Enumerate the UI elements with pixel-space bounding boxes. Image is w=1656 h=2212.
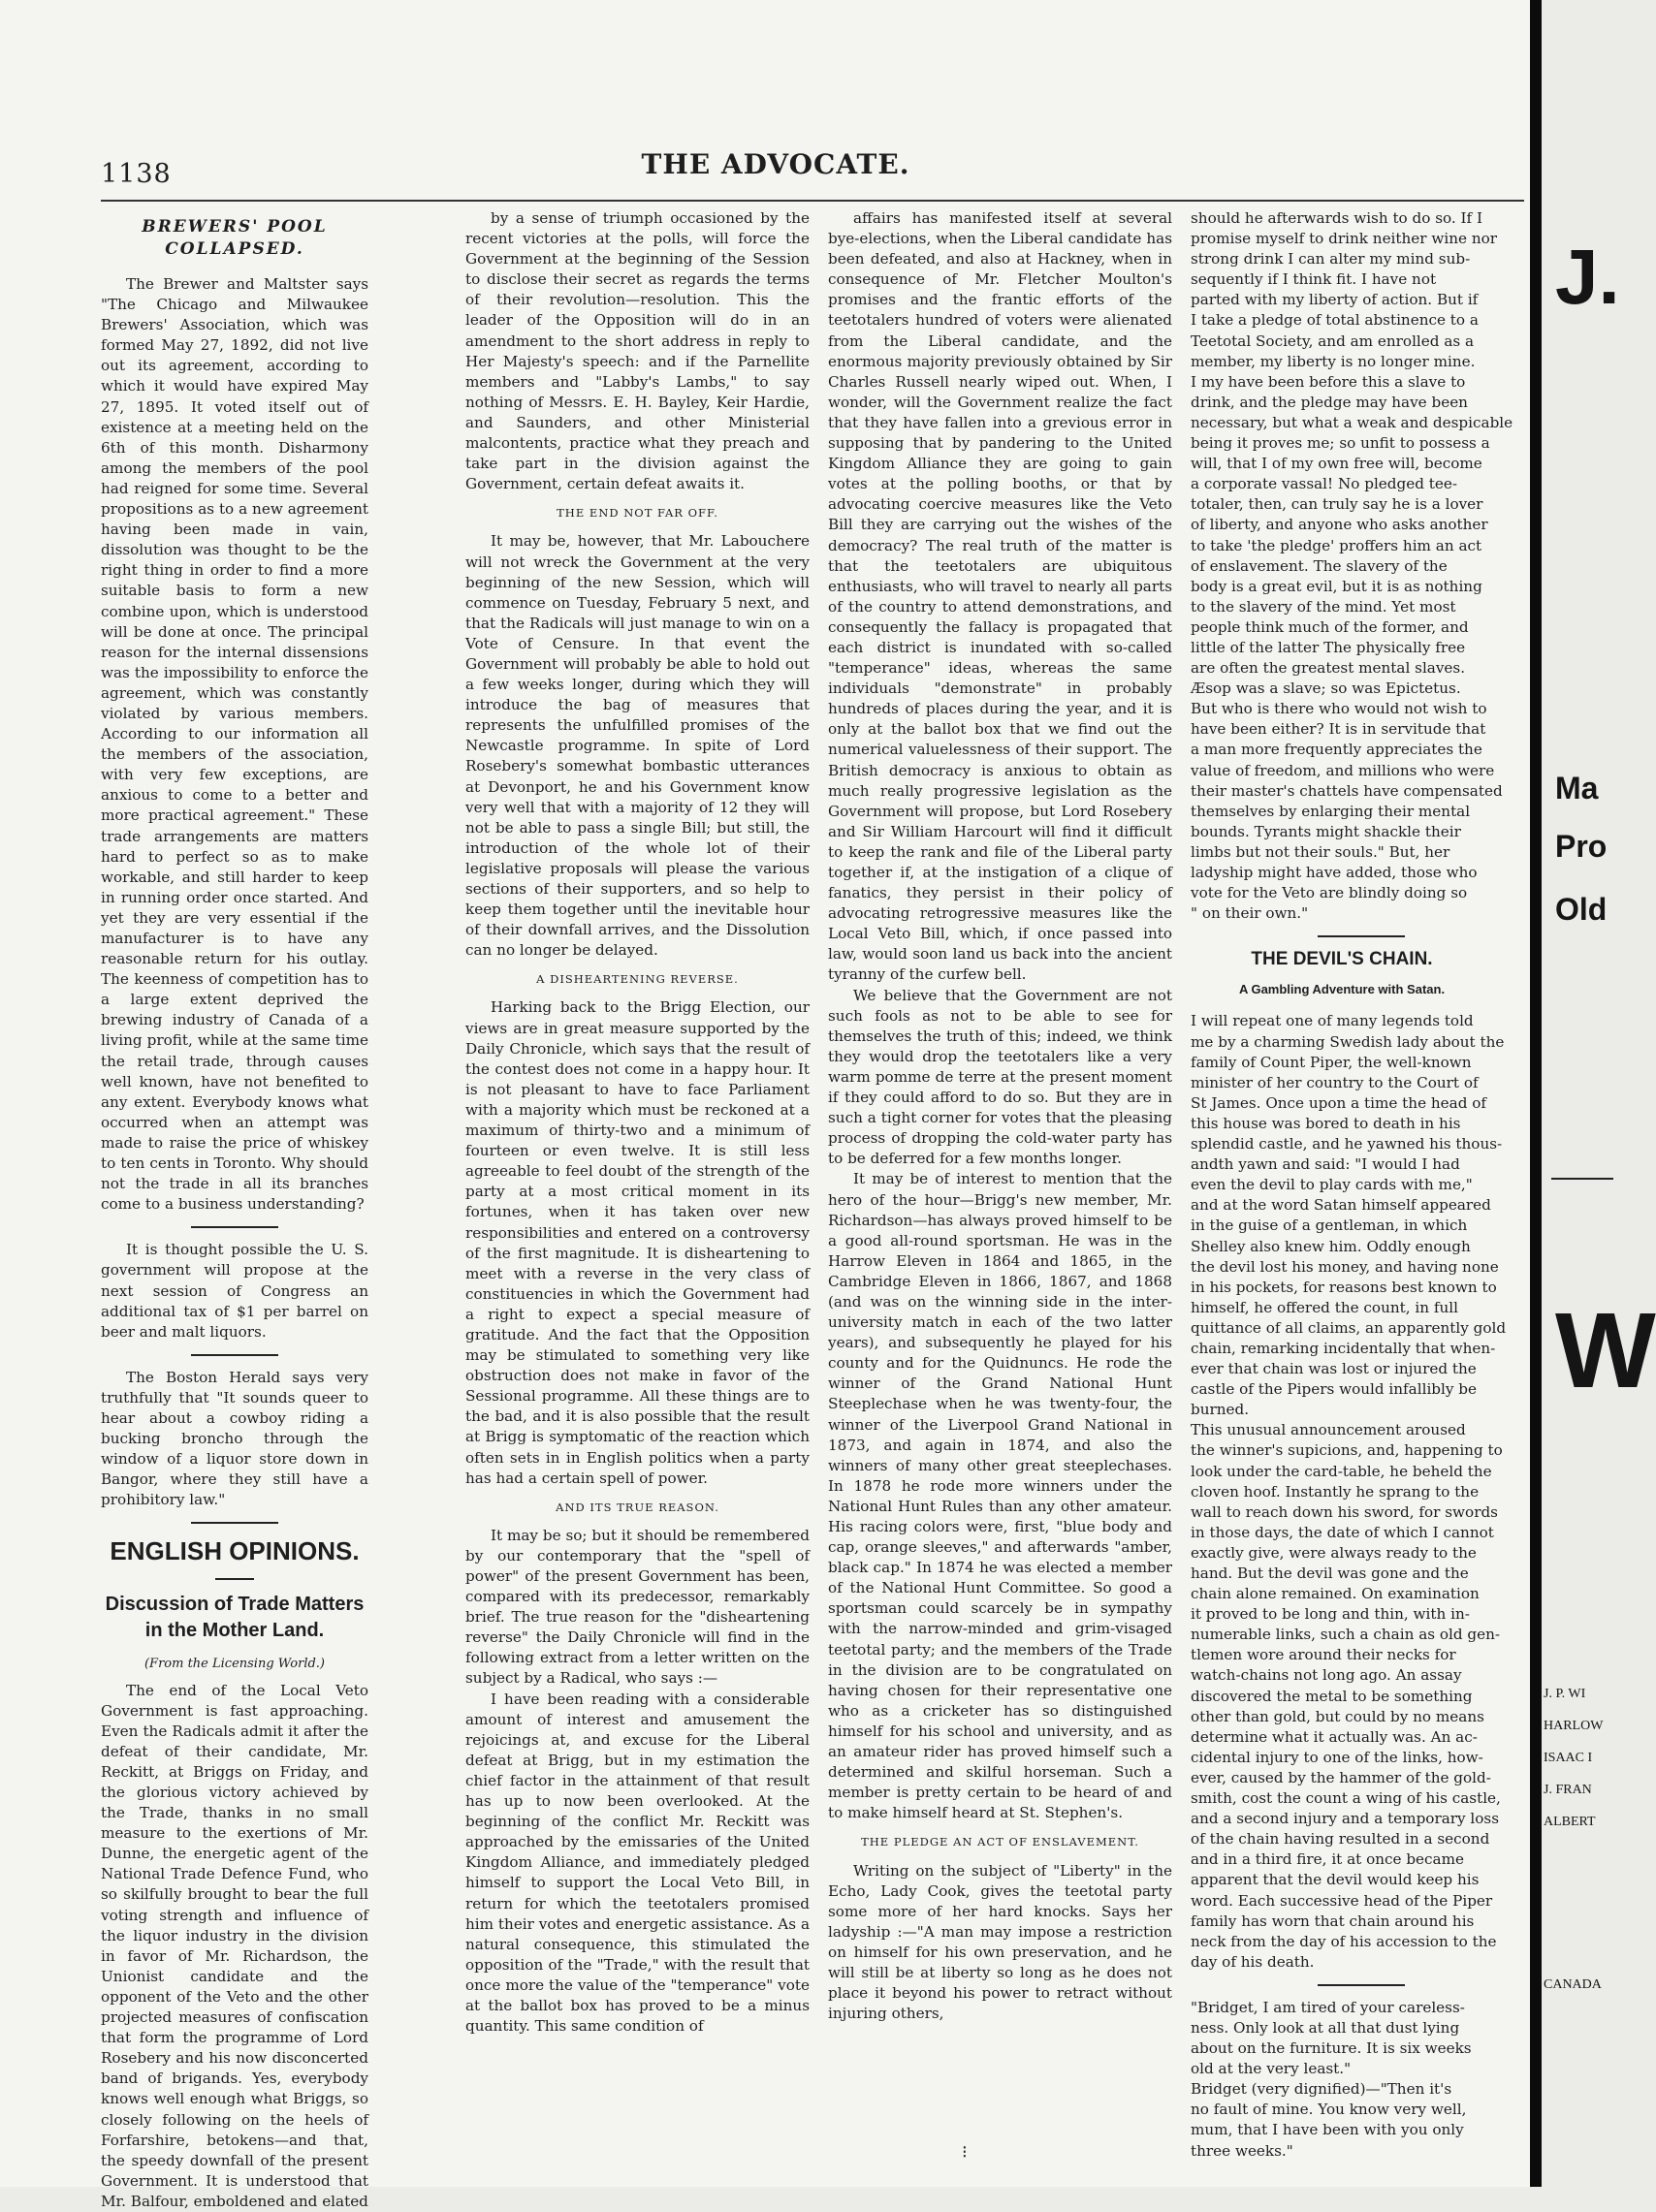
text-line: necessary, but what a weak and despicable xyxy=(1191,413,1513,431)
text-line: parted with my liberty of action. But if xyxy=(1191,291,1479,309)
text-line: this house was bored to death in his xyxy=(1191,1114,1461,1132)
text-line: ladyship might have added, those who xyxy=(1191,864,1478,881)
text-line: " on their own." xyxy=(1191,904,1309,923)
text-line: old at the very least." xyxy=(1191,2060,1352,2078)
text-line: neck from the day of his accession to the xyxy=(1191,1932,1497,1950)
text-line: I will repeat one of many legends told xyxy=(1191,1012,1474,1030)
article-paragraph: Writing on the subject of "Liberty" in the Echo, Lady Cook, gives the teetotal party some more of her hard knocks. Says her ladyship :—"A man may impose a restriction on himself for his own preservation, and he will still be at liberty so long as he does not place it beyond his power to retract without injuring others, xyxy=(828,1861,1172,2023)
article-paragraph: by a sense of triumph occasioned by the recent victories at the polls, will force the Government at the beginning of the Session to disclose their secret as regards the terms of their revolution—resolution. This the leader of the Opposition will do in an amendment to the short address in reply to Her Majesty's speech: and if the Parnellite members and "Labby's Lambs," to say nothing of Messrs. E. H. Bayley, Keir Hardie, and Saunders, and other Ministerial malcontents, practice what they preach and take part in the division against the Government, certain defeat awaits it. xyxy=(465,209,810,493)
text-line: himself, he offered the count, in full xyxy=(1191,1298,1458,1316)
text-line: discovered the metal to be something xyxy=(1191,1687,1473,1705)
text-line: strong drink I can alter my mind sub- xyxy=(1191,250,1471,269)
text-line: even the devil to play cards with me," xyxy=(1191,1176,1473,1194)
article-paragraph: It may be, however, that Mr. Labouchere will not wreck the Government at the very beginning of the new Session, which will commence on Tuesday, February 5 next, and that the Radicals will just manage to win on a Vote of Censure. In that event the Government will probably be able to hold out a few weeks longer, during which they will introduce the bag of measures that represents the unfulfilled promises of the Newcastle programme. In spite of Lord Rosebery's somewhat bombastic utterances at Devonport, he and his Government know very well that with a majority of 12 they will not be able to pass a single Bill; but still, the introduction of the whole lot of their legislative proposals will please the various sections of their supporters, and so help to keep them together until the inevitable hour of their downfall arrives, and the Dissolution can no longer be delayed. xyxy=(465,532,810,960)
column-1 xyxy=(101,208,368,2210)
separator xyxy=(1318,935,1405,937)
text-line: in the guise of a gentleman, in which xyxy=(1191,1217,1468,1235)
column-4-text-c xyxy=(1191,1998,1532,2162)
text-line: to the slavery of the mind. Yet most xyxy=(1191,597,1456,616)
text-line: Teetotal Society, and am enrolled as a xyxy=(1191,332,1475,350)
text-line: andth yawn and said: "I would I had xyxy=(1191,1155,1460,1174)
text-line: in his pockets, for reasons best known to xyxy=(1191,1278,1497,1296)
adjacent-name: J. P. WI xyxy=(1544,1687,1586,1701)
text-line: St James. Once upon a time the head of xyxy=(1191,1093,1487,1112)
text-line: sequently if I think fit. I have not xyxy=(1191,270,1437,289)
adjacent-large-letter: W xyxy=(1555,1291,1656,1410)
text-line: minister of her country to the Court of xyxy=(1191,1073,1479,1091)
adjacent-name: J. FRAN xyxy=(1544,1783,1592,1797)
text-line: themselves by enlarging their mental xyxy=(1191,802,1471,820)
article-paragraph: affairs has manifested itself at several bye-elections, when the Liberal candidate has been defeated, and also at Hackney, when in consequence of Mr. Fletcher Moulton's promises and the frantic efforts of the teetotalers hundred of voters were alienated from the Liberal candidate, and the enormous majority previously obtained by Sir Charles Russell nearly wiped out. When, I wonder, will the Government realize the fact that they have fallen into a grevious error in supposing that by pandering to the United Kingdom Alliance they are going to gain votes at the polling booths, or that by advocating coercive measures like the Veto Bill they are carrying out the wishes of the democracy? The real truth of the matter is that the teetotalers are ubiquitous enthusiasts, who will travel to nearly all parts of the country to attend demonstrations, and consequently the fallacy is propagated that each district is inundated with so-called "temperance" ideas, whereas the same individuals "demonstrate" in probably hundreds of places during the year, and it is only at the ballot box that we find out the numerical valuelessness of their support. The British democracy is anxious to obtain as much really progressive legislation as the Government will propose, but Lord Rosebery and Sir William Harcourt will find it difficult to keep the rank and file of the Liberal party together if, at the instigation of a clique of fanatics, they persist in their policy of advocating retrogressive measures like the Local Veto Bill, which, if once passed into law, would soon land us back into the ancient tyranny of the curfew bell. xyxy=(828,209,1172,984)
text-line: three weeks." xyxy=(1191,2141,1293,2160)
separator xyxy=(191,1354,278,1356)
text-line: apparent that the devil would keep his xyxy=(1191,1871,1480,1889)
text-line: family has worn that chain around his xyxy=(1191,1912,1475,1930)
text-line: ever, caused by the hammer of the gold- xyxy=(1191,1768,1491,1786)
headline-devils-chain: THE DEVIL'S CHAIN. xyxy=(1251,949,1433,970)
text-line: vote for the Veto are blindly doing so xyxy=(1191,884,1468,902)
text-line: cloven hoof. Instantly he sprang to the xyxy=(1191,1482,1480,1501)
text-line: Æsop was a slave; so was Epictetus. xyxy=(1191,679,1461,698)
text-line: other than gold, but could by no means xyxy=(1191,1707,1484,1725)
text-line: chain, remarking incidentally that when- xyxy=(1191,1339,1496,1357)
text-line: value of freedom, and millions who were xyxy=(1191,761,1495,779)
text-line: exactly give, were always ready to the xyxy=(1191,1543,1477,1562)
adjacent-footer: CANADA xyxy=(1544,1977,1602,1992)
text-line: Shelley also knew him. Oddly enough xyxy=(1191,1237,1471,1255)
text-line: ever that chain was lost or injured the xyxy=(1191,1360,1477,1378)
column-4 xyxy=(1191,208,1532,2160)
article-paragraph: It may be so; but it should be remembered by our contemporary that the "spell of power" of the present Government has been, compared with its predecessor, remarkably brief. The true reason for the "disheartening reverse" the Daily Chronicle will find in the following extract from a letter written on the subject by a Radical, who says :— xyxy=(465,1526,810,1688)
article-paragraph: I have been reading with a considerable amount of interest and amusement the rejoicings at, and excuse for the Liberal defeat at Brigg, but in my estimation the chief factor in the attainment of that result has up to now been overlooked. At the beginning of the conflict Mr. Reckitt was approached by the emissaries of the United Kingdom Alliance, and immediately pledged himself to support the Local Veto Bill, in return for which the teetotalers promised him their votes and energetic assistance. As a natural consequence, this stimulated the opposition of the "Trade," with the result that once more the value of the "temperance" vote at the ballot box has proved to be a minus quantity. This same condition of xyxy=(465,1690,810,2036)
text-line: I take a pledge of total abstinence to a xyxy=(1191,311,1479,330)
text-line: chain alone remained. On examination xyxy=(1191,1585,1480,1603)
text-line: and in a third fire, it at once became xyxy=(1191,1850,1464,1869)
text-line: look under the card-table, he beheld the xyxy=(1191,1462,1492,1480)
text-line: bounds. Tyrants might shackle their xyxy=(1191,822,1461,840)
subheadline-gambling-adventure: A Gambling Adventure with Satan. xyxy=(1238,982,1446,997)
article-heading-brewers-pool: BREWERS' POOL COLLAPSED. xyxy=(142,217,328,259)
text-line: watch-chains not long ago. An assay xyxy=(1191,1666,1462,1685)
text-line: the winner's supicions, and, happening to xyxy=(1191,1441,1503,1460)
article-paragraph: It is thought possible the U. S. government will propose at the next session of Congress an additional tax of $1 per barrel on beer and malt liquors. xyxy=(101,1241,368,1341)
text-line: member, my liberty is no longer mine. xyxy=(1191,352,1476,370)
text-line: have been either? It is in servitude that xyxy=(1191,720,1486,739)
text-line: of the chain having resulted in a second xyxy=(1191,1830,1490,1849)
text-line: drink, and the pledge may have been xyxy=(1191,393,1468,411)
text-line: family of Count Piper, the well-known xyxy=(1191,1053,1472,1071)
text-line: promise myself to drink neither wine nor xyxy=(1191,230,1498,248)
column-2 xyxy=(465,208,810,2036)
headline-english-opinions: ENGLISH OPINIONS. xyxy=(110,1536,360,1566)
text-line: of enslavement. The slavery of the xyxy=(1191,556,1448,575)
text-line: I my have been before this a slave to xyxy=(1191,372,1466,391)
text-line: Bridget (very dignified)—"Then it's xyxy=(1191,2080,1452,2099)
text-line: no fault of mine. You know very well, xyxy=(1191,2101,1467,2119)
article-paragraph: It may be of interest to mention that the hero of the hour—Brigg's new member, Mr. Richardson—has always proved himself to be a good all-round sportsman. He was in the Harrow Eleven in 1864 and 1865, in the Cambridge Eleven in 1866, 1867, and 1868 (and was on the winning side in the inter-university match in each of the two latter years), and subsequently he played for his county and for the Quidnuncs. He rode the winner of the Grand National Hunt Steeplechase when he was twenty-four, the winner of the Liverpool Grand National in 1873, and again in 1874, and also the winners of many other great steeplechases. In 1878 he rode more winners under the National Hunt Rules than any other amateur. His racing colors were, first, "blue body and cap, orange sleeves," and afterwards "amber, black cap." In 1874 he was elected a member of the National Hunt Committee. So good a sportsman could scarcely be in sympathy with the narrow-minded and grim-visaged teetotal party; and the members of the Trade in the division are to be congratulated on having chosen for their representative one who as a cricketer has so distinguished himself for his school and university, and as an amateur rider has proved himself such a determined and skilful horseman. Such a member is pretty certain to be heard of and to make himself heard at St. Stephen's. xyxy=(828,1170,1172,1822)
text-line: ness. Only look at all that dust lying xyxy=(1191,2018,1460,2037)
text-line: little of the latter The physically free xyxy=(1191,638,1466,656)
text-line: day of his death. xyxy=(1191,1952,1315,1971)
adjacent-line: Ma xyxy=(1555,771,1599,806)
text-line: cidental injury to one of the links, how- xyxy=(1191,1748,1483,1766)
masthead-title: THE ADVOCATE. xyxy=(641,148,910,180)
text-line: a corporate vassal! No pledged tee- xyxy=(1191,475,1457,493)
text-line: and at the word Satan himself appeared xyxy=(1191,1196,1491,1215)
adjacent-name: HARLOW xyxy=(1544,1719,1604,1733)
text-line: tlemen wore around their necks for xyxy=(1191,1646,1456,1664)
text-line: and a second injury and a temporary loss xyxy=(1191,1810,1500,1828)
article-paragraph: The end of the Local Veto Government is fast approaching. Even the Radicals admit it after the defeat of their candidate, Mr. Reckitt, at Briggs on Friday, and the glorious victory achieved by the Trade, thanks in no small measure to the exertions of Mr. Dunne, the energetic agent of the National Trade Defence Fund, who so skilfully brought to bear the full voting strength and influence of the liquor industry in the division in favor of Mr. Richardson, the Unionist candidate and the opponent of the Veto and the other projected measures of confiscation that form the programme of Lord Rosebery and his now disconcerted band of brigands. Yes, everybody knows well enough what Briggs, so closely following on the heels of Forfarshire, betokens—and that, the speedy downfall of the present Government. It is understood that Mr. Balfour, emboldened and elated xyxy=(101,1681,368,2210)
separator xyxy=(1318,1984,1405,1986)
text-line: will, that I of my own free will, become xyxy=(1191,455,1482,473)
column-4-text-a xyxy=(1191,208,1532,924)
header-rule xyxy=(101,200,1524,202)
text-line: in those days, the date of which I cannot xyxy=(1191,1523,1494,1541)
text-line: But who is there who would not wish to xyxy=(1191,700,1487,718)
subheadline: Discussion of Trade Matters in the Mother Land. xyxy=(105,1594,365,1642)
text-line: word. Each successive head of the Piper xyxy=(1191,1891,1493,1910)
column-4-text-b xyxy=(1191,1011,1532,1972)
separator xyxy=(215,1578,254,1580)
text-line: limbs but not their souls." But, her xyxy=(1191,842,1450,861)
text-line: wall to reach down his sword, for swords xyxy=(1191,1502,1498,1521)
text-line: the devil lost his money, and having none xyxy=(1191,1257,1499,1276)
adjacent-line: Pro xyxy=(1555,829,1608,864)
text-line: their master's chattels have compensated xyxy=(1191,781,1503,800)
text-line: me by a charming Swedish lady about the xyxy=(1191,1032,1505,1051)
text-line: to take 'the pledge' proffers him an act xyxy=(1191,536,1482,554)
section-subheading: AND ITS TRUE REASON. xyxy=(556,1500,719,1514)
text-line: it proved to be long and thin, with in- xyxy=(1191,1605,1470,1624)
text-line: castle of the Pipers would infallibly be xyxy=(1191,1380,1478,1399)
text-line: people think much of the former, and xyxy=(1191,617,1469,636)
text-line: quittance of all claims, an apparently gold xyxy=(1191,1318,1507,1337)
text-line: burned. xyxy=(1191,1401,1250,1419)
section-subheading: A DISHEARTENING REVERSE. xyxy=(536,972,739,987)
section-subheading: THE PLEDGE AN ACT OF ENSLAVEMENT. xyxy=(861,1835,1139,1849)
adjacent-name: ISAAC I xyxy=(1544,1751,1593,1765)
adjacent-page-sliver xyxy=(1542,0,1656,2187)
article-paragraph: The Brewer and Maltster says "The Chicago and Milwaukee Brewers' Association, which was formed May 27, 1892, did not live out its agreement, according to which it would have expired May 27, 1895. It voted itself out of existence at a meeting held on the 6th of this month. Disharmony among the members of the pool had reigned for some time. Several propositions as to a new agreement having been made in vain, dissolution was thought to be the right thing in order to find a more suitable basis to form a new combine upon, which is understood will be done at once. The principal reason for the internal dissensions was the impossibility to enforce the agreement, which was constantly violated by various members. According to our information all the members of the association, with very few exceptions, are anxious to come to a better and more practical agreement." These trade arrangements are matters hard to perfect so as to make workable, and still harder to keep in running order once started. And yet they are very essential if the manufacturer is to have any reasonable return for his outlay. The keenness of competition has to a large extent deprived the brewing industry of Canada of a living profit, while at the same time the retail trade, through causes well known, have not benefited to any extent. Everybody knows what occurred when an attempt was made to raise the price of whiskey to ten cents in Toronto. Why should not the trade in all its branches come to a business understanding? xyxy=(101,275,368,1214)
text-line: about on the furniture. It is six weeks xyxy=(1191,2039,1472,2058)
text-line: hand. But the devil was gone and the xyxy=(1191,1564,1469,1582)
text-line: a man more frequently appreciates the xyxy=(1191,741,1482,759)
adjacent-large-letter: J. xyxy=(1555,234,1620,320)
article-paragraph: Harking back to the Brigg Election, our views are in great measure supported by the Daily Chronicle, which says that the result of the contest does not come in a happy hour. It is not pleasant to have to face Parliament with a majority which must be reckoned at a maximum of thirty-two and a minimum of fourteen or even twelve. It is still less agreeable to feel doubt of the strength of the party at a most critical moment in its fortunes, when it has taken over new responsibilities and entered on a controversy of the first magnitude. It is disheartening to meet with a reverse in the very class of constituencies in which the Government had a right to expect a special measure of gratitude. And the fact that the Opposition may be stimulated to something very like obstruction does not make in favor of the Sessional programme. All these things are to the bad, and it is also possible that the result at Brigg is symptomatic of the reaction which often sets in in English politics when a party has had a certain spell of power. xyxy=(465,998,810,1487)
footer-mark: ⁝ xyxy=(962,2142,968,2163)
section-subheading: THE END NOT FAR OFF. xyxy=(557,506,718,521)
column-3 xyxy=(828,208,1172,2023)
text-line: being it proves me; so unfit to possess a xyxy=(1191,434,1490,453)
article-paragraph: The Boston Herald says very truthfully that "It sounds queer to hear about a cowboy riding a bucking broncho through the window of a liquor store down in Bangor, where they still have a prohibitory law." xyxy=(101,1368,368,1509)
adjacent-name: ALBERT xyxy=(1544,1815,1596,1829)
adjacent-line: Old xyxy=(1555,892,1608,927)
text-line: "Bridget, I am tired of your careless- xyxy=(1191,1998,1465,2016)
page-number: 1138 xyxy=(101,159,172,189)
text-line: smith, cost the count a wing of his castle, xyxy=(1191,1789,1501,1808)
separator xyxy=(191,1226,278,1228)
adjacent-rule xyxy=(1551,1178,1613,1180)
text-line: determine what it actually was. An ac- xyxy=(1191,1727,1478,1746)
text-line: totaler, then, can truly say he is a lover xyxy=(1191,495,1483,514)
text-line: splendid castle, and he yawned his thous- xyxy=(1191,1135,1503,1153)
article-paragraph: We believe that the Government are not such fools as not to be able to see for themselves the truth of this; indeed, we think they would drop the teetotalers like a very warm pomme de terre at the present moment if they could afford to do so. But they are in such a tight corner for votes that the pleasing process of dropping the cold-water party has to be deferred for a few months longer. xyxy=(828,986,1172,1168)
separator xyxy=(191,1522,278,1524)
text-line: numerable links, such a chain as old gen- xyxy=(1191,1626,1501,1644)
text-line: of liberty, and anyone who asks another xyxy=(1191,516,1488,534)
text-line: should he afterwards wish to do so. If I xyxy=(1191,209,1482,227)
source-line: (From the Licensing World.) xyxy=(143,1657,325,1672)
text-line: are often the greatest mental slaves. xyxy=(1191,659,1466,678)
text-line: This unusual announcement aroused xyxy=(1191,1421,1466,1439)
text-line: body is a great evil, but it is as nothing xyxy=(1191,577,1482,595)
text-line: mum, that I have been with you only xyxy=(1191,2121,1464,2139)
